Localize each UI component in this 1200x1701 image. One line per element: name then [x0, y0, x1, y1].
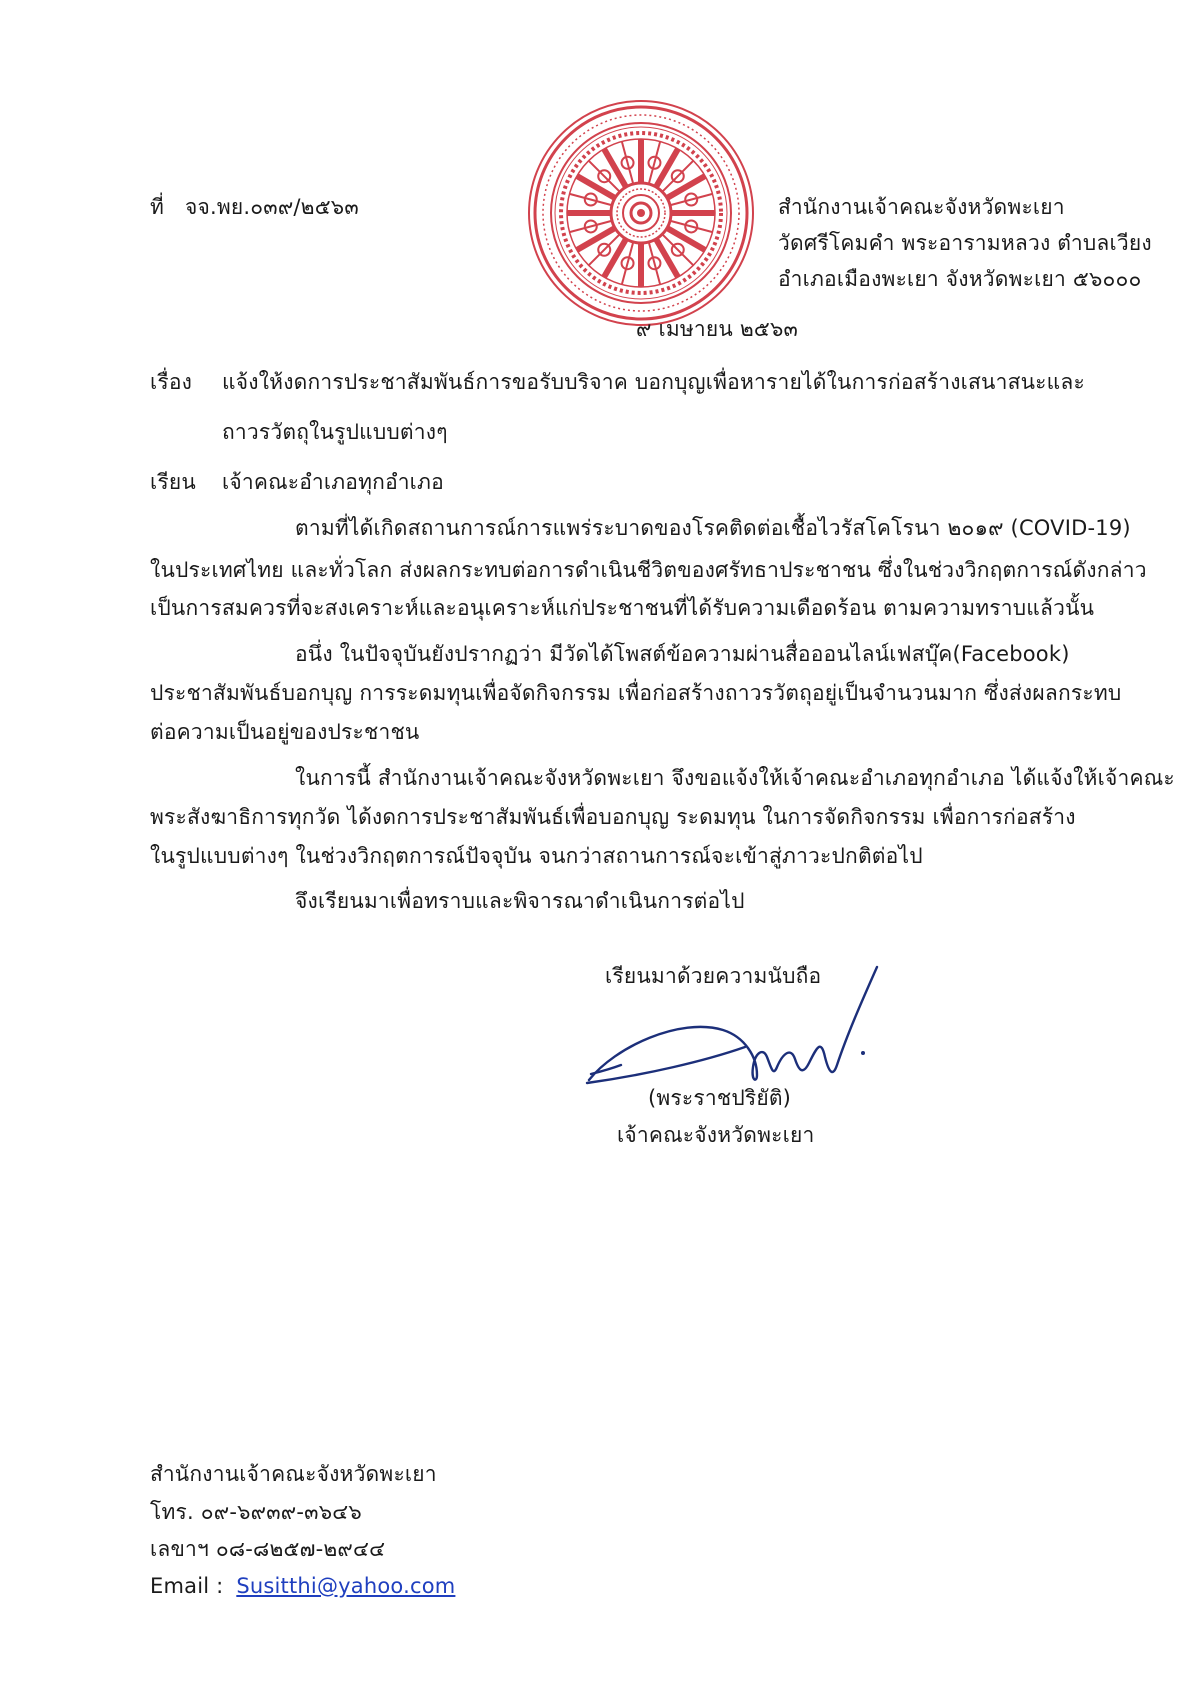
paragraph-1-line-3: เป็นการสมควรที่จะสงเคราะห์และอนุเคราะห์แก่ประชาชนที่ได้รับความเดือดร้อน ตามความทราบแล้วนั้น — [150, 596, 1095, 620]
signer-title: เจ้าคณะจังหวัดพะเยา — [617, 1123, 815, 1147]
footer-phone: โทร. ๐๙-๖๙๓๙-๓๖๔๖ — [150, 1500, 362, 1524]
doc-number-label: ที่ — [150, 195, 165, 219]
dharmachakra-seal-icon — [526, 98, 756, 328]
footer-secretary-phone: เลขาฯ ๐๘-๘๒๕๗-๒๙๔๔ — [150, 1537, 386, 1561]
subject-line-2: ถาวรวัตถุในรูปแบบต่างๆ — [222, 420, 448, 444]
paragraph-2-line-2: ประชาสัมพันธ์บอกบุญ การระดมทุนเพื่อจัดกิจกรรม เพื่อก่อสร้างถาวรวัตถุอยู่เป็นจำนวนมาก ซึ่งส่งผลกระทบ — [150, 681, 1122, 705]
paragraph-3-line-2: พระสังฆาธิการทุกวัด ได้งดการประชาสัมพันธ์เพื่อบอกบุญ ระดมทุน ในการจัดกิจกรรม เพื่อการก่อสร้าง — [150, 805, 1076, 829]
paragraph-1-line-2: ในประเทศไทย และทั่วโลก ส่งผลกระทบต่อการดำเนินชีวิตของศรัทธาประชาชน ซึ่งในช่วงวิกฤตการณ์ดังกล่าว — [150, 558, 1147, 582]
handwritten-signature — [585, 935, 915, 1095]
recipient: เจ้าคณะอำเภอทุกอำเภอ — [222, 470, 444, 494]
doc-number: จจ.พย.๐๓๙/๒๕๖๓ — [184, 195, 359, 219]
paragraph-2-line-1: อนึ่ง ในปัจจุบันยังปรากฏว่า มีวัดได้โพสต์ข้อความผ่านสื่อออนไลน์เฟสบุ๊ค(Facebook) — [295, 642, 1070, 666]
sender-address-line-3: อำเภอเมืองพะเยา จังหวัดพะเยา ๕๖๐๐๐ — [778, 267, 1142, 291]
email-label: Email : — [150, 1574, 224, 1598]
letter-date: ๙ เมษายน ๒๕๖๓ — [636, 317, 799, 341]
closing-request: จึงเรียนมาเพื่อทราบและพิจารณาดำเนินการต่อไป — [295, 889, 745, 913]
recipient-label: เรียน — [150, 470, 196, 494]
sender-address-line-2: วัดศรีโคมคำ พระอารามหลวง ตำบลเวียง — [778, 231, 1152, 255]
email-link[interactable]: Susitthi@yahoo.com — [236, 1574, 456, 1598]
sender-address-line-1: สำนักงานเจ้าคณะจังหวัดพะเยา — [778, 195, 1065, 219]
paragraph-1-line-1: ตามที่ได้เกิดสถานการณ์การแพร่ระบาดของโรคติดต่อเชื้อไวรัสโคโรนา ๒๐๑๙ (COVID-19) — [295, 516, 1131, 540]
subject-line-1: แจ้งให้งดการประชาสัมพันธ์การขอรับบริจาค บอกบุญเพื่อหารายได้ในการก่อสร้างเสนาสนะและ — [222, 370, 1085, 394]
paragraph-3-line-3: ในรูปแบบต่างๆ ในช่วงวิกฤตการณ์ปัจจุบัน จนกว่าสถานการณ์จะเข้าสู่ภาวะปกติต่อไป — [150, 844, 923, 868]
subject-label: เรื่อง — [150, 370, 193, 394]
paragraph-2-line-3: ต่อความเป็นอยู่ของประชาชน — [150, 720, 420, 744]
footer-office: สำนักงานเจ้าคณะจังหวัดพะเยา — [150, 1462, 437, 1486]
paragraph-3-line-1: ในการนี้ สำนักงานเจ้าคณะจังหวัดพะเยา จึงขอแจ้งให้เจ้าคณะอำเภอทุกอำเภอ ได้แจ้งให้เจ้าคณะ — [295, 766, 1175, 790]
salutation: เรียนมาด้วยความนับถือ — [605, 964, 822, 988]
signer-name: (พระราชปริยัติ) — [648, 1086, 792, 1110]
